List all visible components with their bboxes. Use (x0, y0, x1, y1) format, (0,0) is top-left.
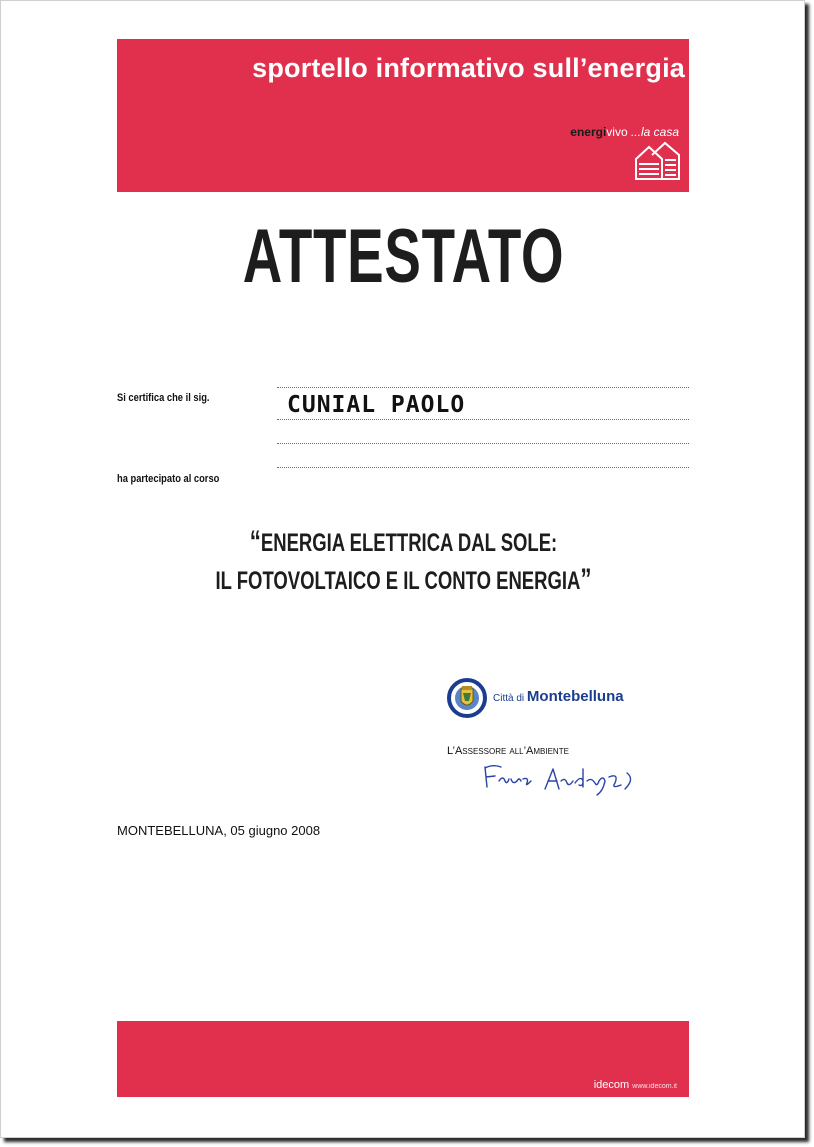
brand-part1: energi (570, 125, 607, 139)
course-line2-text: IL FOTOVOLTAICO E IL CONTO ENERGIA (215, 567, 581, 595)
recipient-name: CUNIAL PAOLO (287, 392, 466, 418)
signatory-role: L’Assessore all’Ambiente (447, 745, 569, 757)
dotted-rule (277, 443, 689, 444)
certificate-title: ATTESTATO (242, 214, 565, 299)
dotted-rule (277, 419, 689, 420)
certify-label: Si certifica che il sig. (117, 392, 210, 404)
house-icon (633, 141, 681, 181)
city-coat-of-arms-logo (447, 675, 487, 721)
header-band (117, 39, 689, 192)
course-line1-text: ENERGIA ELETTRICA DAL SOLE: (260, 529, 558, 557)
city-name (493, 688, 624, 706)
dotted-rule (277, 387, 689, 388)
place-date: MONTEBELLUNA, 05 giugno 2008 (117, 823, 321, 838)
course-label: ha partecipato al corso (117, 473, 220, 485)
idecom-logo (594, 1079, 677, 1091)
city-name-text: Montebelluna (526, 688, 624, 705)
brand-part2: vivo (606, 125, 628, 139)
city-prefix: Città di (493, 693, 527, 704)
brand-part3: ...la casa (627, 125, 679, 139)
course-title-line2 (106, 563, 702, 597)
course-title-line1 (106, 525, 702, 559)
open-quote: “ (249, 525, 261, 558)
header-title: sportello informativo sull’energia (252, 53, 685, 83)
idecom-url: www.idecom.it (632, 1083, 677, 1090)
idecom-brand: idecom (593, 1079, 630, 1091)
dotted-rule (277, 467, 689, 468)
brand-tagline (570, 125, 679, 139)
handwritten-signature (479, 759, 649, 799)
close-quote: ” (580, 563, 592, 596)
footer-band (117, 1021, 689, 1097)
